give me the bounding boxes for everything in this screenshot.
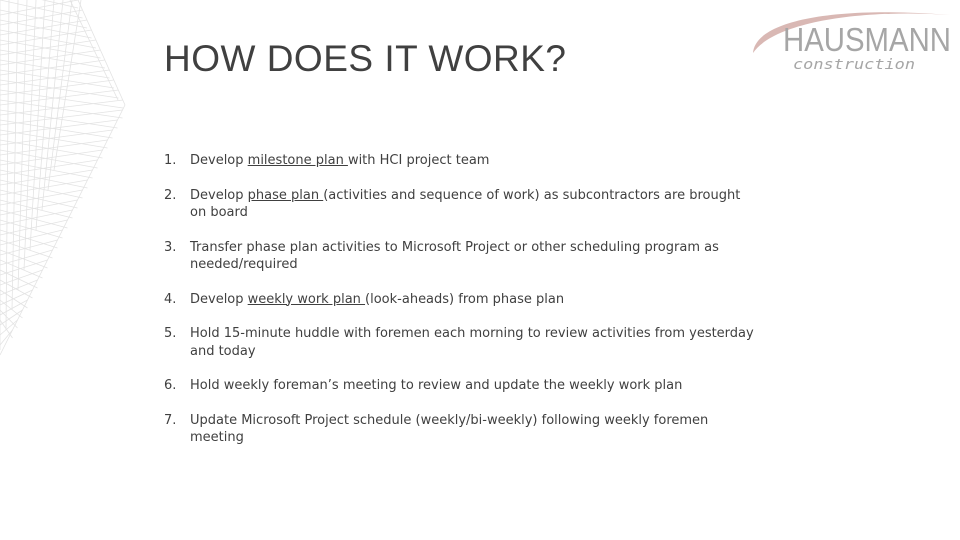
wireframe-building-graphic: [0, 0, 130, 360]
step-item: 5. Hold 15-minute huddle with foremen each morning to review activities from yesterday and today: [164, 326, 754, 359]
step-item: 3. Transfer phase plan activities to Microsoft Project or other scheduling program as needed/required: [164, 239, 719, 272]
step-item: 4. Develop weekly work plan (look-aheads) from phase plan: [164, 291, 565, 307]
step-item: 2. Develop phase plan (activities and sequence of work) as subcontractors are brought on board: [164, 187, 741, 220]
step-item: 7. Update Microsoft Project schedule (weekly/bi-weekly) following weekly foremen meeting: [164, 412, 709, 445]
step-item: 1. Develop milestone plan with HCI project team: [164, 153, 490, 168]
hausmann-logo: [745, 3, 955, 78]
steps-list: [164, 152, 754, 464]
phase-plan-link[interactable]: phase plan: [247, 187, 324, 203]
svg-text:construction: construction: [793, 57, 915, 73]
milestone-plan-link[interactable]: milestone plan: [247, 153, 348, 168]
weekly-work-plan-link[interactable]: weekly work plan: [247, 291, 366, 307]
step-item: 6. Hold weekly foreman’s meeting to review and update the weekly work plan: [164, 378, 683, 393]
slide-title: HOW DOES IT WORK?: [164, 38, 567, 79]
svg-text:HAUSMANN: HAUSMANN: [783, 21, 951, 58]
